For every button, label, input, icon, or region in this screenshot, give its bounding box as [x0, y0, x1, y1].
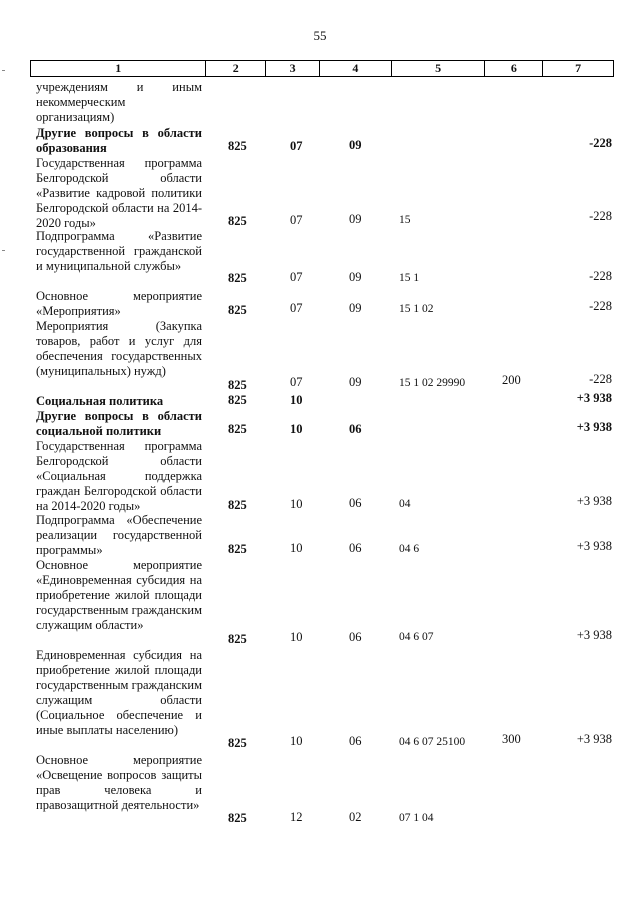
row-description: Подпрограмма «Обеспечение реализации государственной программы» [36, 513, 202, 557]
row-description: Основное мероприятие «Единовременная субсидия на приобретение жилой площади государственным гражданским служащим области» [36, 558, 202, 632]
header-col-6: 6 [485, 61, 543, 76]
cell-section: 10 [290, 630, 303, 644]
cell-target: 04 6 [399, 543, 420, 555]
header-col-7: 7 [575, 61, 582, 75]
cell-code: 825 [228, 811, 247, 825]
header-col-4: 4 [320, 61, 392, 76]
cell-subsection: 06 [349, 422, 362, 436]
page-number: 55 [313, 28, 327, 43]
cell-code: 825 [228, 736, 247, 750]
cell-target: 04 6 07 [399, 631, 434, 643]
cell-amount: -228 [589, 372, 612, 386]
row-description: Единовременная субсидия на приобретение жилой площади государственным гражданским служащим области (Социальное обеспечение и иные выплаты населению) [36, 648, 202, 737]
header-col-5: 5 [392, 61, 486, 76]
cell-subsection: 06 [349, 541, 362, 555]
cell-expense-type: 200 [502, 373, 521, 387]
cell-amount: -228 [589, 299, 612, 313]
cell-section: 10 [290, 497, 303, 511]
cell-amount: +3 938 [576, 391, 612, 405]
cell-target: 15 1 [399, 272, 420, 284]
row-description: Государственная программа Белгородской области «Социальная поддержка граждан Белгородской области на 2014-2020 годы» [36, 439, 202, 513]
cell-section: 10 [290, 393, 303, 407]
scan-mark [2, 70, 5, 71]
cell-section: 07 [290, 270, 303, 284]
cell-section: 10 [290, 734, 303, 748]
cell-amount: +3 938 [576, 628, 612, 642]
cell-section: 12 [290, 810, 303, 824]
cell-amount: -228 [589, 269, 612, 283]
cell-subsection: 09 [349, 212, 362, 226]
cell-target: 04 [399, 498, 411, 510]
cell-section: 10 [290, 541, 303, 555]
cell-code: 825 [228, 378, 247, 392]
cell-amount: -228 [589, 209, 612, 223]
header-col-2: 2 [206, 61, 266, 76]
cell-code: 825 [228, 139, 247, 153]
cell-code: 825 [228, 498, 247, 512]
cell-section: 07 [290, 301, 303, 315]
cell-code: 825 [228, 422, 247, 436]
cell-amount: +3 938 [576, 539, 612, 553]
header-col-3: 3 [266, 61, 320, 76]
row-description: Основное мероприятие «Освещение вопросов защиты прав человека и правозащитной деятельности» [36, 753, 202, 812]
row-description: Государственная программа Белгородской области «Развитие кадровой политики Белгородской области на 2014-2020 годы» [36, 156, 202, 230]
row-description: Подпрограмма «Развитие государственной гражданской и муниципальной службы» [36, 229, 202, 273]
cell-target: 15 1 02 29990 [399, 377, 466, 389]
row-description: Другие вопросы в области образования [36, 126, 202, 155]
table-header [30, 60, 614, 77]
scan-mark [2, 250, 5, 251]
cell-code: 825 [228, 542, 247, 556]
cell-section: 07 [290, 139, 303, 153]
cell-subsection: 09 [349, 375, 362, 389]
row-description: Основное мероприятие «Мероприятия» [36, 289, 202, 318]
cell-code: 825 [228, 393, 247, 407]
cell-subsection: 09 [349, 301, 362, 315]
cell-subsection: 06 [349, 630, 362, 644]
cell-amount: +3 938 [576, 732, 612, 746]
cell-expense-type: 300 [502, 732, 521, 746]
cell-subsection: 02 [349, 810, 362, 824]
cell-subsection: 06 [349, 496, 362, 510]
cell-section: 10 [290, 422, 303, 436]
cell-subsection: 09 [349, 138, 362, 152]
cell-section: 07 [290, 213, 303, 227]
cell-target: 15 [399, 214, 411, 226]
cell-code: 825 [228, 303, 247, 317]
row-description: Другие вопросы в области социальной политики [36, 409, 202, 438]
cell-target: 04 6 07 25100 [399, 736, 466, 748]
cell-code: 825 [228, 632, 247, 646]
cell-amount: +3 938 [576, 494, 612, 508]
cell-subsection: 09 [349, 270, 362, 284]
header-col-1: 1 [31, 61, 206, 76]
cell-target: 07 1 04 [399, 812, 434, 824]
row-description: учреждениям и иным некоммерческим организациям) [36, 80, 202, 124]
row-description: Мероприятия (Закупка товаров, работ и услуг для обеспечения государственных (муниципальных) нужд) [36, 319, 202, 378]
cell-amount: +3 938 [576, 420, 612, 434]
cell-subsection: 06 [349, 734, 362, 748]
cell-code: 825 [228, 214, 247, 228]
cell-section: 07 [290, 375, 303, 389]
cell-amount: -228 [589, 136, 612, 150]
row-description: Социальная политика [36, 394, 164, 408]
cell-code: 825 [228, 271, 247, 285]
cell-target: 15 1 02 [399, 303, 434, 315]
